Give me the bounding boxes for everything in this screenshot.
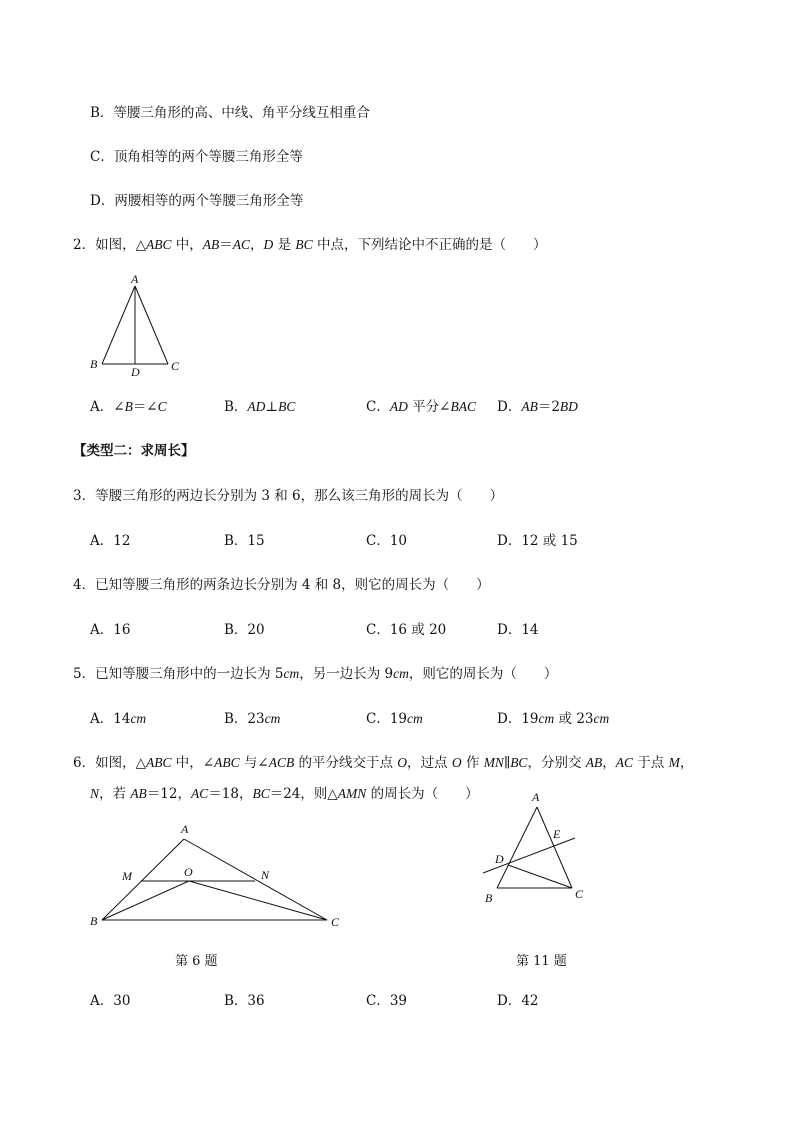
q6-question-line1: 6．如图，△ABC 中，∠ABC 与∠ACB 的平分线交于点 O，过点 O 作 MN∥BC，分别交 AB，AC 于点 M，	[73, 755, 694, 771]
q11-figure	[475, 785, 605, 910]
q2-triangle-figure	[85, 270, 195, 382]
q6-label-b: B	[90, 914, 98, 928]
q5-option-d: D．19cm 或 23cm	[497, 711, 610, 727]
section-title: 【类型二：求周长】	[73, 443, 195, 459]
q6-question-line2: N，若 AB＝12，AC＝18，BC＝24，则△AMN 的周长为（ ）	[90, 786, 479, 802]
q6-label-n: N	[261, 868, 270, 882]
q2-option-a: A．∠B＝∠C	[90, 399, 167, 415]
q3-option-c: C．10	[366, 533, 408, 549]
q4-option-a: A．16	[90, 622, 131, 638]
q4-option-b: B．20	[224, 622, 265, 638]
q5-question: 5．已知等腰三角形中的一边长为 5cm，另一边长为 9cm，则它的周长为（ ）	[73, 666, 558, 682]
q11-label-b: B	[485, 891, 493, 905]
q5-option-a: A．14cm	[90, 711, 147, 727]
q6-option-d: D．42	[497, 993, 539, 1009]
q6-option-b: B．36	[224, 993, 265, 1009]
q11-label-a: A	[532, 790, 540, 804]
q6-label-o: O	[184, 865, 193, 879]
q2-option-d: D．AB＝2BD	[497, 399, 578, 415]
q6-option-a: A．30	[90, 993, 131, 1009]
q6-label-c: C	[331, 915, 340, 929]
q11-label-c: C	[575, 887, 584, 901]
q6-option-c: C．39	[366, 993, 408, 1009]
caption-figure-11: 第 11 题	[516, 954, 567, 969]
q2-option-b: B．AD⊥BC	[224, 399, 296, 415]
q1-option-b: B．等腰三角形的高、中线、角平分线互相重合	[90, 105, 370, 121]
q3-question: 3．等腰三角形的两边长分别为 3 和 6，那么该三角形的周长为（ ）	[73, 488, 504, 504]
q5-option-b: B．23cm	[224, 711, 281, 727]
q3-option-b: B．15	[224, 533, 265, 549]
q3-option-a: A．12	[90, 533, 131, 549]
q1-option-d: D．两腰相等的两个等腰三角形全等	[90, 193, 304, 209]
q6-label-m: M	[122, 869, 132, 883]
q11-label-d: D	[495, 852, 504, 866]
q2-label-c: C	[171, 359, 180, 373]
q4-question: 4．已知等腰三角形的两条边长分别为 4 和 8，则它的周长为（ ）	[73, 577, 490, 593]
q4-option-c: C．16 或 20	[366, 622, 447, 638]
q1-option-c: C．顶角相等的两个等腰三角形全等	[90, 149, 303, 165]
q2-label-b: B	[90, 357, 98, 371]
q3-option-d: D．12 或 15	[497, 533, 578, 549]
q6-figure	[85, 818, 355, 933]
q6-label-a: A	[181, 822, 189, 836]
q2-question: 2．如图，△ABC 中，AB＝AC，D 是 BC 中点，下列结论中不正确的是（ ）	[73, 237, 547, 253]
q4-option-d: D．14	[497, 622, 539, 638]
q11-label-e: E	[553, 827, 561, 841]
q5-option-c: C．19cm	[366, 711, 423, 727]
q2-label-d: D	[131, 365, 140, 379]
q2-label-a: A	[131, 272, 139, 286]
q2-option-c: C．AD 平分∠BAC	[366, 399, 476, 415]
caption-figure-6: 第 6 题	[175, 954, 218, 969]
